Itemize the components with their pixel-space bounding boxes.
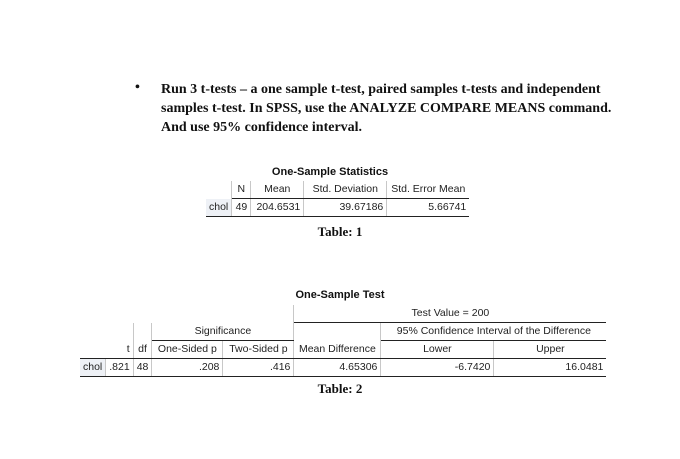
table2-test-value: Test Value = 200 bbox=[294, 305, 607, 323]
table2-header-two-sided-p: Two-Sided p bbox=[223, 341, 294, 359]
table2-cell-t: .821 bbox=[106, 359, 133, 377]
table1-cell-std-deviation: 39.67186 bbox=[304, 199, 387, 217]
table2-header-t: t bbox=[106, 341, 133, 359]
table2-cell-upper: 16.0481 bbox=[494, 359, 607, 377]
task-instructions: Run 3 t-tests – a one sample t-test, paired samples t-tests and independent samples t-test. In SPSS, use the ANALYZE COMPARE MEANS command. And use 95% confidence interval. bbox=[161, 82, 612, 135]
table-row bbox=[206, 199, 469, 217]
table2-cell-df: 48 bbox=[133, 359, 152, 377]
table2-corner bbox=[80, 305, 106, 323]
table1-header-mean: Mean bbox=[251, 181, 304, 199]
one-sample-test-table bbox=[80, 305, 606, 377]
table2-ci-header: 95% Confidence Interval of the Difference bbox=[381, 323, 607, 341]
table2-header-lower: Lower bbox=[381, 341, 494, 359]
table2-header-mean-difference: Mean Difference bbox=[294, 341, 381, 359]
table1-cell-std-error-mean: 5.66741 bbox=[387, 199, 470, 217]
one-sample-statistics-table bbox=[206, 181, 469, 217]
table1-caption: Table: 1 bbox=[317, 224, 363, 239]
table2-header-one-sided-p: One-Sided p bbox=[152, 341, 223, 359]
table2-cell-lower: -6.7420 bbox=[381, 359, 494, 377]
table2-cell-two-sided-p: .416 bbox=[223, 359, 294, 377]
table2-caption: Table: 2 bbox=[317, 381, 363, 396]
table-row bbox=[80, 359, 606, 377]
table2-header-upper: Upper bbox=[494, 341, 607, 359]
table2-cell-mean-difference: 4.65306 bbox=[294, 359, 381, 377]
table1-cell-mean: 204.6531 bbox=[251, 199, 304, 217]
table2-cell-one-sided-p: .208 bbox=[152, 359, 223, 377]
table1-header-std-error-mean: Std. Error Mean bbox=[387, 181, 470, 199]
table1-row-label: chol bbox=[206, 199, 232, 217]
table1-title: One-Sample Statistics bbox=[271, 166, 389, 178]
table1-corner bbox=[206, 181, 232, 199]
table1-header-n: N bbox=[232, 181, 251, 199]
table2-title: One-Sample Test bbox=[295, 289, 385, 301]
table2-row-label: chol bbox=[80, 359, 106, 377]
bullet-marker: • bbox=[135, 80, 140, 95]
table1-cell-n: 49 bbox=[232, 199, 251, 217]
table1-header-std-deviation: Std. Deviation bbox=[304, 181, 387, 199]
table2-significance-header: Significance bbox=[152, 323, 294, 341]
table2-header-df: df bbox=[133, 341, 152, 359]
